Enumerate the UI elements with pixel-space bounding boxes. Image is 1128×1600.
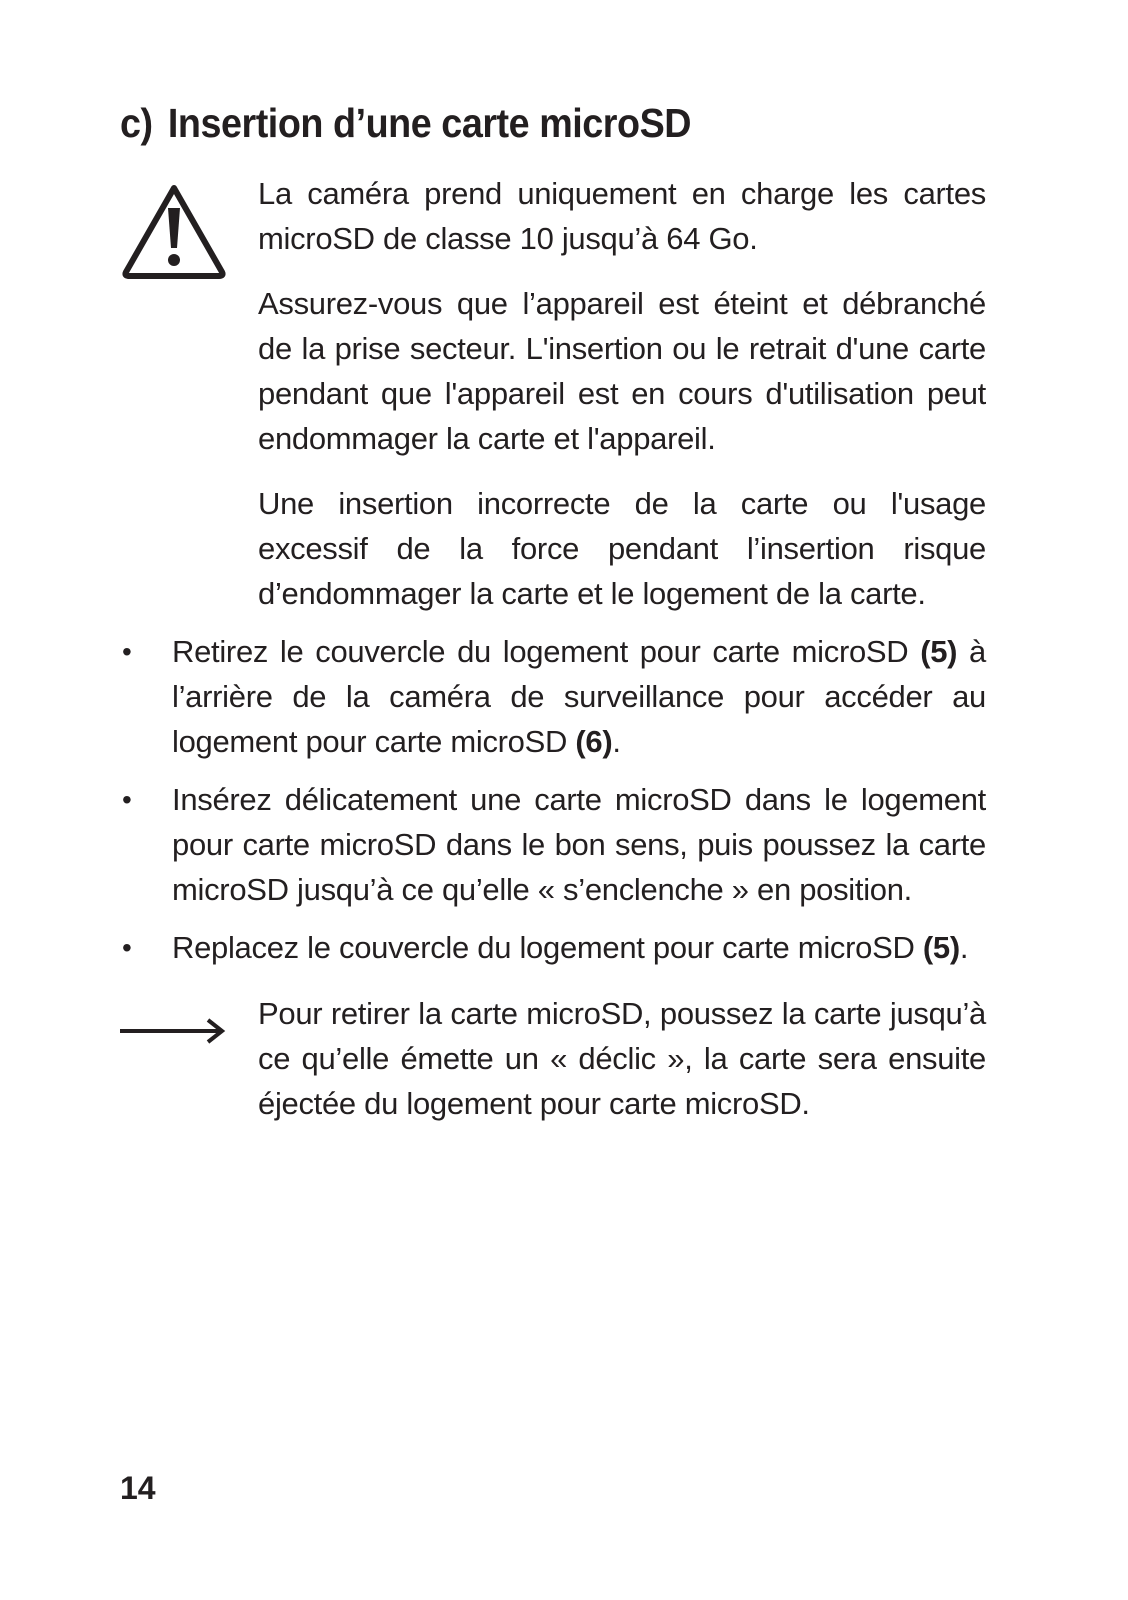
bullet-3-text-a: Replacez le couvercle du logement pour carte microSD bbox=[172, 930, 923, 965]
bullet-1-text-a: Retirez le couvercle du logement pour carte microSD bbox=[172, 634, 921, 669]
section-title: Insertion d’une carte microSD bbox=[167, 100, 692, 146]
bullet-marker: • bbox=[122, 932, 132, 963]
bullet-1-text-b: à l’arrière de la caméra de surveillance pour accéder au logement pour carte microSD bbox=[172, 634, 986, 759]
part-reference: (5) bbox=[920, 634, 958, 669]
bullet-3-text-b: . bbox=[959, 930, 969, 965]
section-heading bbox=[120, 100, 691, 147]
warning-paragraph-3: Une insertion incorrecte de la carte ou l'usage excessif de la force pendant l’insertion risque d’endommager la carte et le logement de la carte. bbox=[258, 486, 986, 611]
bullet-marker: • bbox=[122, 784, 132, 815]
part-reference: (6) bbox=[575, 724, 613, 759]
part-reference: (5) bbox=[922, 930, 960, 965]
bullet-item-2: Insérez délicatement une carte microSD dans le logement pour carte microSD dans le bon sens, puis poussez la carte microSD jusqu’à ce qu’elle « s’enclenche » en position. bbox=[172, 782, 986, 907]
bullet-item-3 bbox=[172, 925, 986, 970]
section-number: c) bbox=[120, 100, 153, 146]
page-number: 14 bbox=[120, 1470, 156, 1506]
warning-triangle-icon bbox=[120, 182, 228, 280]
warning-paragraph-2: Assurez-vous que l’appareil est éteint et débranché de la prise secteur. L'insertion ou le retrait d'une carte pendant que l'appareil est en cours d'utilisation peut endommager la carte et l'appareil. bbox=[258, 286, 986, 456]
bullet-marker: • bbox=[122, 636, 132, 667]
warning-paragraph-1: La caméra prend uniquement en charge les cartes microSD de classe 10 jusqu’à 64 Go. bbox=[258, 176, 986, 256]
bullet-1-text-c: . bbox=[612, 724, 621, 759]
note-paragraph: Pour retirer la carte microSD, poussez la carte jusqu’à ce qu’elle émette un « déclic », la carte sera ensuite éjectée du logement pour carte microSD. bbox=[258, 996, 986, 1121]
bullet-item-1 bbox=[172, 629, 986, 764]
arrow-right-icon bbox=[120, 1018, 228, 1044]
